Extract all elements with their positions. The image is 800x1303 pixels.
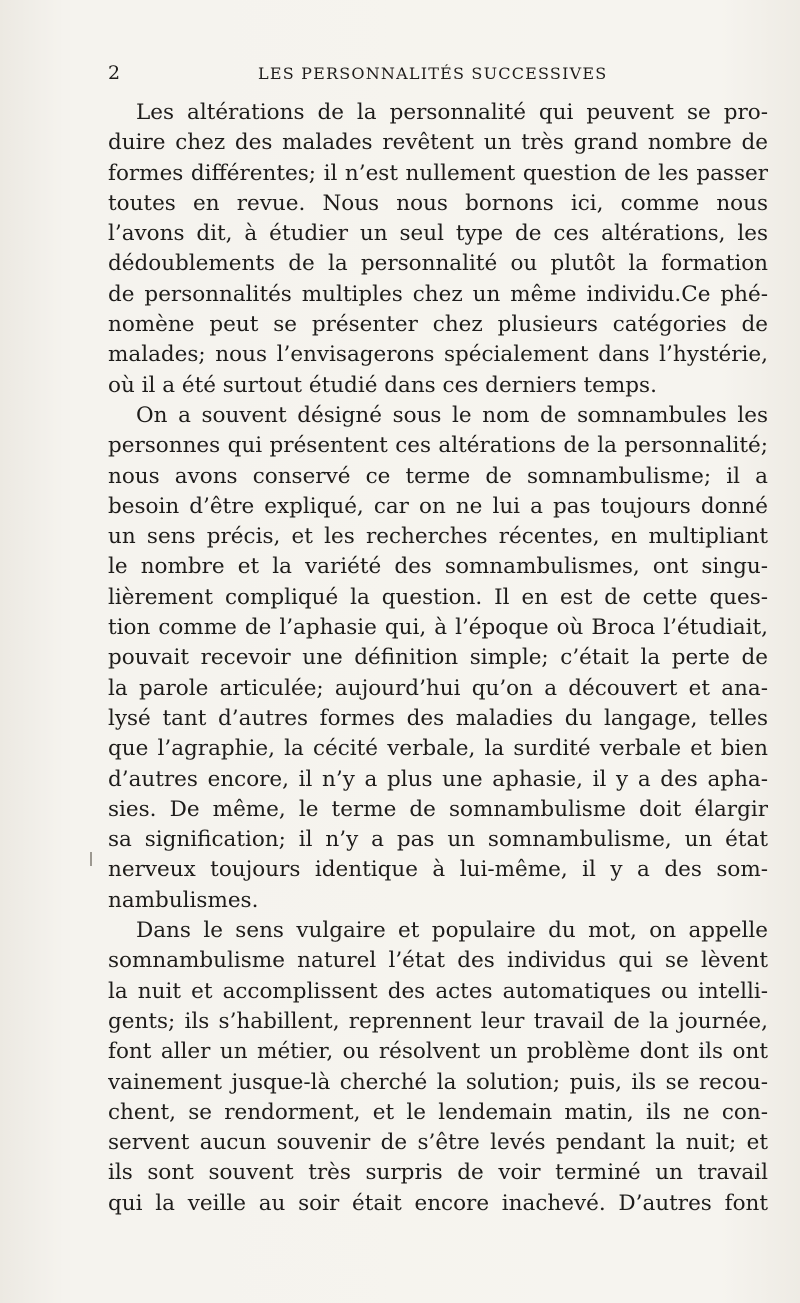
margin-mark	[90, 852, 92, 866]
body-text	[108, 98, 768, 1219]
text-line: gents; ils s’habillent, reprennent leur travail de la journée,	[108, 1008, 768, 1034]
text-line: toutes en revue. Nous nous bornons ici, comme nous	[108, 190, 768, 216]
text-line: besoin d’être expliqué, car on ne lui a pas toujours donné	[108, 493, 768, 519]
text-line: sies. De même, le terme de somnambulisme doit élargir	[108, 796, 768, 822]
text-line: nerveux toujours identique à lui-même, il y a des som-	[108, 857, 768, 883]
running-head: LES PERSONNALITÉS SUCCESSIVES	[258, 64, 608, 83]
text-line: vainement jusque-là cherché la solution; puis, ils se recou-	[108, 1069, 768, 1095]
text-line: pouvait recevoir une définition simple; c’était la perte de	[108, 645, 768, 671]
page-header	[108, 60, 768, 90]
text-line: nomène peut se présenter chez plusieurs catégories de	[108, 312, 768, 338]
text-line: Dans le sens vulgaire et populaire du mot, on appelle	[136, 918, 768, 944]
text-line: dédoublements de la personnalité ou plutôt la formation	[108, 251, 768, 277]
text-line: de personnalités multiples chez un même individu.Ce phé-	[108, 281, 768, 307]
text-line: la parole articulée; aujourd’hui qu’on a découvert et ana-	[108, 675, 768, 701]
text-line: que l’agraphie, la cécité verbale, la surdité verbale et bien	[108, 736, 768, 762]
text-line: Les altérations de la personnalité qui peuvent se pro-	[136, 100, 768, 125]
text-line: duire chez des malades revêtent un très grand nombre de	[108, 130, 768, 156]
paragraph-1	[108, 98, 768, 401]
text-line: chent, se rendorment, et le lendemain matin, ils ne con-	[108, 1099, 768, 1125]
text-line: lysé tant d’autres formes des maladies du langage, telles	[108, 705, 768, 731]
text-line: On a souvent désigné sous le nom de somnambules les	[136, 402, 768, 428]
text-line: font aller un métier, ou résolvent un problème dont ils ont	[108, 1039, 768, 1065]
text-line: le nombre et la variété des somnambulismes, ont singu-	[108, 554, 768, 580]
text-line: l’avons dit, à étudier un seul type de ces altérations, les	[108, 221, 768, 247]
text-line: personnes qui présentent ces altérations de la personnalité;	[108, 433, 768, 459]
text-line: servent aucun souvenir de s’être levés pendant la nuit; et	[108, 1130, 768, 1156]
text-line: d’autres encore, il n’y a plus une aphasie, il y a des apha-	[108, 766, 768, 792]
text-line: sa signification; il n’y a pas un somnambulisme, un état	[108, 827, 768, 853]
text-line: ils sont souvent très surpris de voir terminé un travail	[108, 1160, 768, 1186]
text-line: formes différentes; il n’est nullement question de les passer	[108, 160, 768, 186]
text-line: nous avons conservé ce terme de somnambulisme; il a	[108, 463, 768, 489]
text-line: un sens précis, et les recherches récentes, en multipliant	[108, 524, 768, 550]
text-line: tion comme de l’aphasie qui, à l’époque où Broca l’étudiait,	[108, 615, 768, 641]
paragraph-2	[108, 401, 768, 916]
page-number: 2	[108, 62, 121, 84]
paragraph-3	[108, 916, 768, 1219]
text-line: où il a été surtout étudié dans ces derniers temps.	[108, 372, 657, 398]
text-line: somnambulisme naturel l’état des individus qui se lèvent	[108, 948, 768, 974]
text-line: qui la veille au soir était encore inachevé. D’autres font	[108, 1190, 768, 1216]
text-line: la nuit et accomplissent des actes automatiques ou intelli-	[108, 978, 768, 1004]
text-line: malades; nous l’envisagerons spécialement dans l’hystérie,	[108, 342, 768, 368]
text-line: lièrement compliqué la question. Il en est de cette ques-	[108, 584, 768, 610]
text-line: nambulismes.	[108, 887, 259, 913]
